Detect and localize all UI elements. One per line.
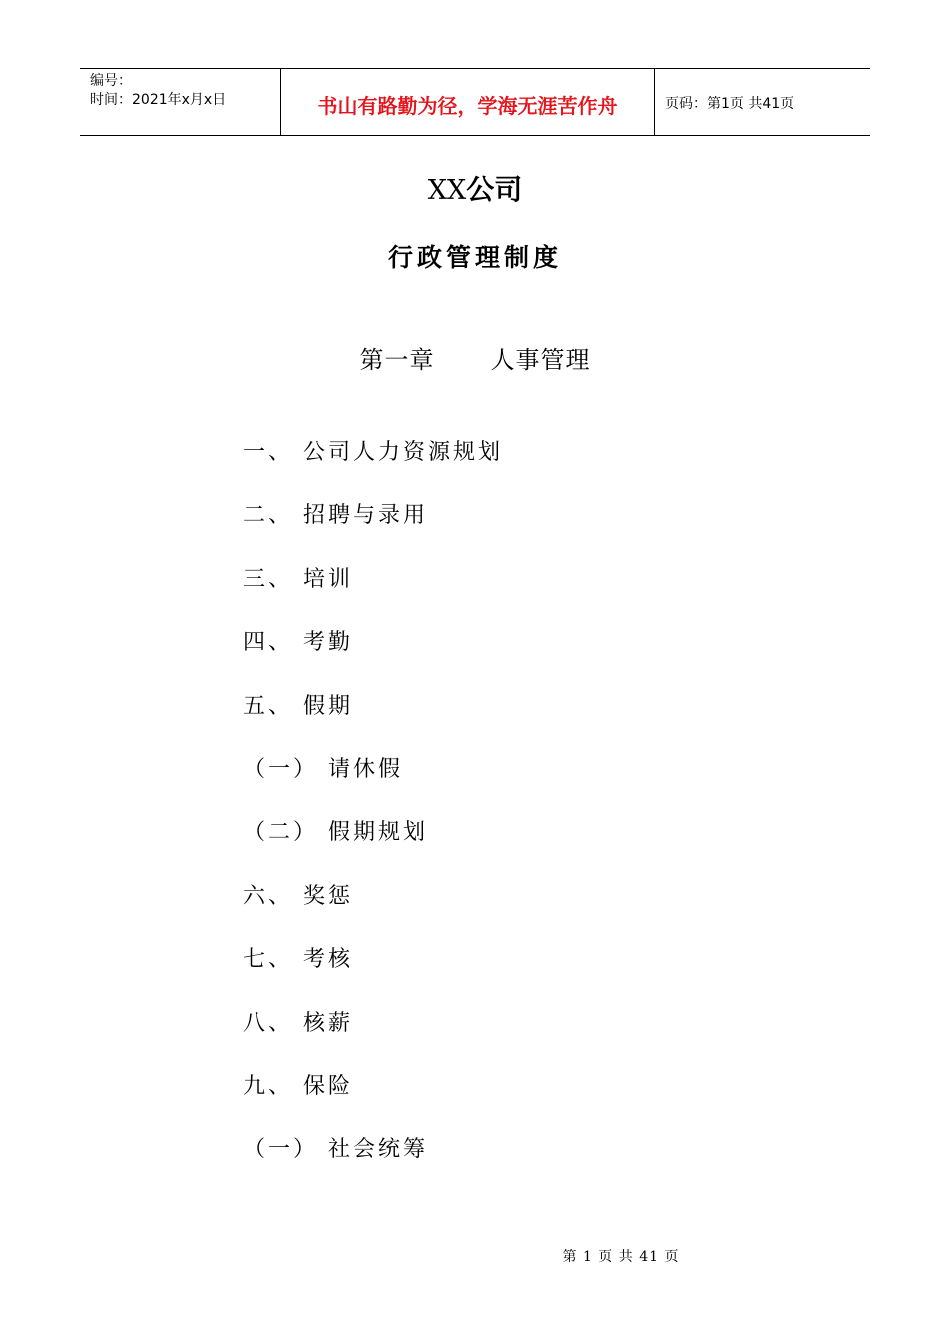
company-title — [0, 168, 950, 208]
company-suffix: 公司 — [466, 173, 523, 206]
header-meta — [80, 69, 281, 135]
document-title: 行政管理制度 — [387, 243, 562, 272]
toc-item: 一、 公司人力资源规划 — [243, 440, 503, 465]
toc-item: 七、 考核 — [243, 947, 353, 973]
number-label: 编号： — [90, 73, 132, 89]
table-of-contents — [243, 438, 503, 1199]
toc-subitem: （一） 社会统筹 — [243, 1137, 428, 1163]
chapter-number: 第一章 — [359, 346, 435, 374]
document-header — [80, 68, 870, 136]
chapter-heading — [0, 340, 950, 375]
toc-subitem: （二） 假期规划 — [243, 820, 428, 846]
page-footer: 第 1 页 共 41 页 — [562, 1249, 680, 1265]
toc-subitem: （一） 请休假 — [243, 756, 403, 782]
header-motto: 书山有路勤为径，学海无涯苦作舟 — [281, 69, 655, 135]
toc-item: 六、 奖惩 — [243, 883, 353, 909]
company-prefix: XX — [427, 175, 467, 206]
toc-item: 八、 核薪 — [243, 1010, 353, 1036]
toc-item: 三、 培训 — [243, 566, 353, 592]
time-label: 时间：2021年x月x日 — [90, 92, 227, 108]
toc-item: 四、 考勤 — [243, 630, 353, 656]
toc-item: 二、 招聘与录用 — [243, 503, 428, 529]
chapter-name: 人事管理 — [490, 346, 591, 374]
toc-item: 五、 假期 — [243, 693, 353, 719]
header-page-info: 页码：第1页 共41页 — [665, 96, 795, 112]
toc-item: 九、 保险 — [243, 1073, 353, 1099]
